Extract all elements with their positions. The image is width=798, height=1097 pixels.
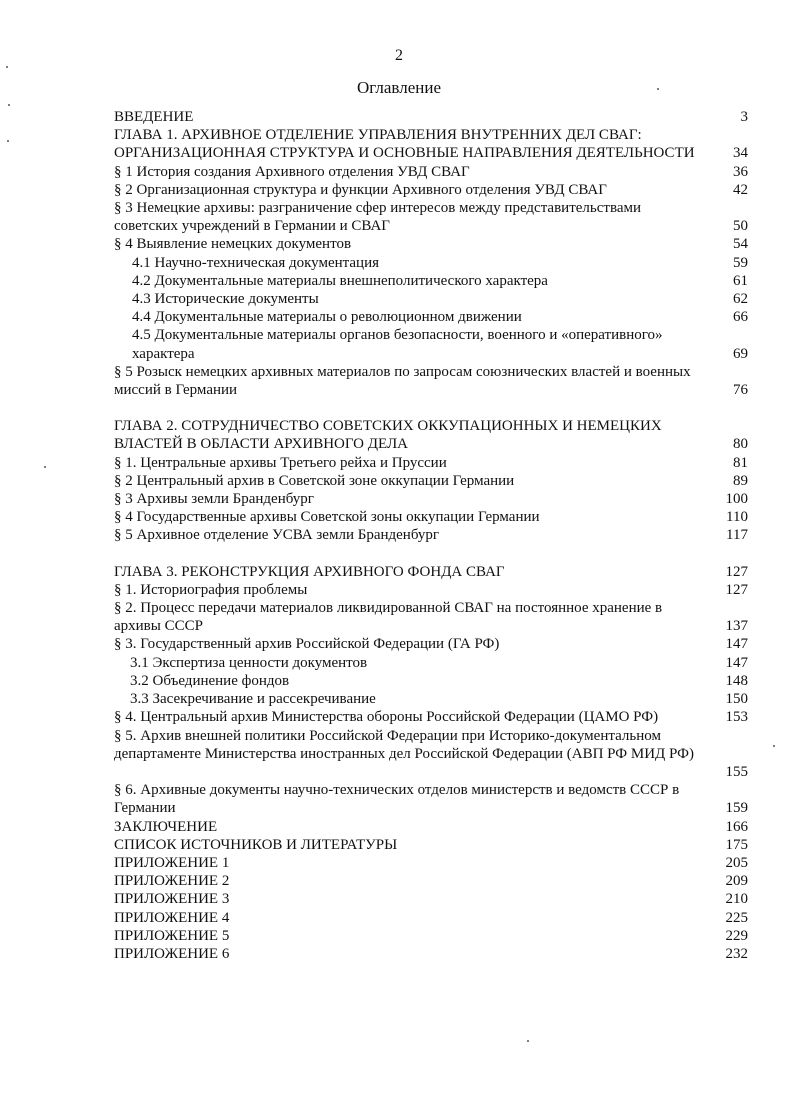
toc-entry-text: § 5 Розыск немецких архивных материалов по запросам союзнических властей и военных миссий в Германии	[114, 363, 691, 399]
toc-subentry	[114, 654, 748, 672]
toc-entry-page: 153	[725, 709, 748, 726]
toc-entry-page: 155	[725, 763, 748, 780]
toc-entry-chapter-1	[114, 126, 748, 162]
toc-entry-text: 3.3 Засекречивание и рассекречивание	[130, 691, 376, 708]
toc-subentry	[114, 690, 748, 708]
toc-entry-page: 69	[733, 345, 748, 362]
toc-entry	[114, 581, 748, 599]
toc-entry-text: 3.1 Экспертиза ценности документов	[130, 654, 368, 671]
toc-entry-page: 54	[733, 236, 748, 253]
toc-entry-text: § 4 Государственные архивы Советской зоны оккупации Германии	[114, 509, 540, 526]
toc-entry-text: § 5. Архив внешней политики Российской Федерации при Историко-документальном департаменте Министерства иностранных дел Российской Федерации (АВП РФ МИД РФ)	[114, 727, 694, 762]
toc-title: Оглавление	[357, 78, 441, 97]
toc-entry-page: 205	[725, 854, 748, 871]
toc-entry-text: ПРИЛОЖЕНИЕ 6	[114, 945, 230, 962]
scan-speck	[6, 66, 8, 68]
toc-entry	[114, 199, 748, 235]
toc-entry-page: 150	[725, 691, 748, 708]
toc-entry-text: 4.3 Исторические документы	[132, 291, 319, 308]
toc-entry-page: 110	[726, 509, 748, 526]
toc-entry-text: § 6. Архивные документы научно-технических отделов министерств и ведомств СССР в Германии	[114, 782, 680, 817]
toc-entry-text: 4.2 Документальные материалы внешнеполитического характера	[132, 272, 548, 289]
toc-entry-page: 117	[726, 527, 748, 544]
toc-entry-text: ГЛАВА 1. АРХИВНОЕ ОТДЕЛЕНИЕ УПРАВЛЕНИЯ ВНУТРЕННИХ ДЕЛ СВАГ: ОРГАНИЗАЦИОННАЯ СТРУКТУРА И ОСНОВНЫЕ НАПРАВЛЕНИЯ ДЕЯТЕЛЬНОСТИ	[114, 127, 695, 162]
toc-subentry	[114, 308, 748, 326]
toc-entry-page: 59	[733, 254, 748, 271]
toc-entry-page: 225	[725, 909, 748, 926]
toc-entry-page: 42	[733, 181, 748, 198]
toc-entry-text: ПРИЛОЖЕНИЕ 1	[114, 854, 230, 871]
toc-entry-text: § 2. Процесс передачи материалов ликвидированной СВАГ на постоянное хранение в архивы СССР	[114, 600, 663, 635]
toc-subentry	[114, 290, 748, 308]
toc-entry-text: 3.2 Объединение фондов	[130, 672, 290, 689]
toc-entry-page: 89	[733, 472, 748, 489]
toc-entry-introduction	[114, 108, 748, 126]
toc-entry-page: 148	[725, 672, 748, 689]
toc-entry-text: ПРИЛОЖЕНИЕ 4	[114, 909, 230, 926]
scan-speck	[657, 88, 659, 90]
toc-entry-text: ЗАКЛЮЧЕНИЕ	[114, 818, 218, 835]
scan-speck	[44, 466, 46, 468]
page-number: 2	[395, 47, 403, 64]
toc-entry-page: 209	[725, 873, 748, 890]
toc-entry-text: § 4. Центральный архив Министерства обороны Российской Федерации (ЦАМО РФ)	[114, 709, 659, 726]
toc-entry-page: 80	[733, 436, 748, 453]
toc-entry	[114, 181, 748, 199]
toc-entry-chapter-3	[114, 563, 748, 581]
toc-entry-page: 147	[725, 636, 748, 653]
toc-entry-text: § 3 Немецкие архивы: разграничение сфер интересов между представительствами советских учреждений в Германии и СВАГ	[114, 200, 642, 235]
toc-entry-text: § 3. Государственный архив Российской Федерации (ГА РФ)	[114, 636, 500, 653]
toc-entry-text: ПРИЛОЖЕНИЕ 5	[114, 927, 230, 944]
toc-entry	[114, 235, 748, 253]
toc-subentry	[114, 672, 748, 690]
toc-entry-page: 76	[733, 382, 748, 399]
toc-entry-text: § 3 Архивы земли Бранденбург	[114, 491, 314, 508]
toc-entry	[114, 363, 748, 399]
toc-entry-page: 159	[725, 800, 748, 817]
toc-entry-page: 62	[733, 291, 748, 308]
toc-entry-page: 229	[725, 927, 748, 944]
toc-entry-page: 127	[725, 563, 748, 580]
toc-entry	[114, 599, 748, 635]
toc-entry	[114, 635, 748, 653]
toc-entry-page: 210	[725, 891, 748, 908]
toc-entry	[114, 708, 748, 726]
toc-entry-text: ПРИЛОЖЕНИЕ 2	[114, 873, 230, 890]
scan-speck	[8, 104, 10, 106]
toc-entry-text: ГЛАВА 2. СОТРУДНИЧЕСТВО СОВЕТСКИХ ОККУПАЦИОННЫХ И НЕМЕЦКИХ ВЛАСТЕЙ В ОБЛАСТИ АРХИВНОГО ДЕЛА	[114, 418, 662, 453]
toc-entry-text: 4.4 Документальные материалы о революционном движении	[132, 309, 522, 326]
toc-entry-appendix	[114, 854, 748, 872]
toc-entry-page: 61	[733, 272, 748, 289]
toc-entry	[114, 163, 748, 181]
toc-entry-text: ВВЕДЕНИЕ	[114, 109, 194, 125]
toc-entry-page: 100	[725, 491, 748, 508]
toc-entry-page: 175	[725, 836, 748, 853]
toc-entry-text: 4.5 Документальные материалы органов безопасности, военного и «оперативного» характера	[132, 327, 663, 362]
toc-entry-conclusion	[114, 818, 748, 836]
toc-subentry	[114, 254, 748, 272]
toc-entry-chapter-2	[114, 417, 748, 453]
toc-entry-text: § 2 Организационная структура и функции Архивного отделения УВД СВАГ	[114, 181, 607, 198]
scan-speck	[773, 745, 775, 747]
toc-entry-bibliography	[114, 836, 748, 854]
toc-entry	[114, 472, 748, 490]
toc-entry-appendix	[114, 872, 748, 890]
toc-entry-appendix	[114, 890, 748, 908]
toc-entry-page: 66	[733, 309, 748, 326]
toc-entry-text: § 1. Историография проблемы	[114, 581, 308, 598]
toc-entry-text: § 1 История создания Архивного отделения УВД СВАГ	[114, 163, 470, 180]
toc-entry-page: 127	[725, 581, 748, 598]
toc-entry-page: 232	[725, 945, 748, 962]
toc-entry-page: 81	[733, 454, 748, 471]
toc-entry-page: 166	[725, 818, 748, 835]
toc-subentry	[114, 272, 748, 290]
toc-entry	[114, 526, 748, 544]
toc-entry-page: 3	[740, 109, 748, 125]
toc-entry-multiline	[114, 727, 748, 782]
toc-entry-text: § 2 Центральный архив в Советской зоне оккупации Германии	[114, 472, 515, 489]
toc-entry-page: 36	[733, 163, 748, 180]
toc-entry-text: ГЛАВА 3. РЕКОНСТРУКЦИЯ АРХИВНОГО ФОНДА СВАГ	[114, 563, 505, 580]
toc-entry-page: 34	[733, 145, 748, 162]
toc-entry-text: ПРИЛОЖЕНИЕ 3	[114, 891, 230, 908]
table-of-contents	[114, 108, 748, 963]
toc-entry-appendix	[114, 945, 748, 963]
toc-subentry	[114, 326, 748, 362]
scan-speck	[7, 140, 9, 142]
toc-entry	[114, 508, 748, 526]
toc-entry-page: 147	[725, 654, 748, 671]
toc-entry	[114, 781, 748, 817]
toc-entry-text: § 1. Центральные архивы Третьего рейха и Пруссии	[114, 454, 447, 471]
toc-entry-text: 4.1 Научно-техническая документация	[132, 254, 380, 271]
toc-entry-appendix	[114, 909, 748, 927]
toc-entry	[114, 454, 748, 472]
scan-speck	[527, 1040, 529, 1042]
toc-entry-text: § 5 Архивное отделение УСВА земли Бранденбург	[114, 527, 440, 544]
toc-entry-text: § 4 Выявление немецких документов	[114, 236, 352, 253]
toc-entry-text: СПИСОК ИСТОЧНИКОВ И ЛИТЕРАТУРЫ	[114, 836, 398, 853]
toc-entry-page: 50	[733, 218, 748, 235]
toc-entry-appendix	[114, 927, 748, 945]
toc-entry	[114, 490, 748, 508]
toc-entry-page: 137	[725, 618, 748, 635]
